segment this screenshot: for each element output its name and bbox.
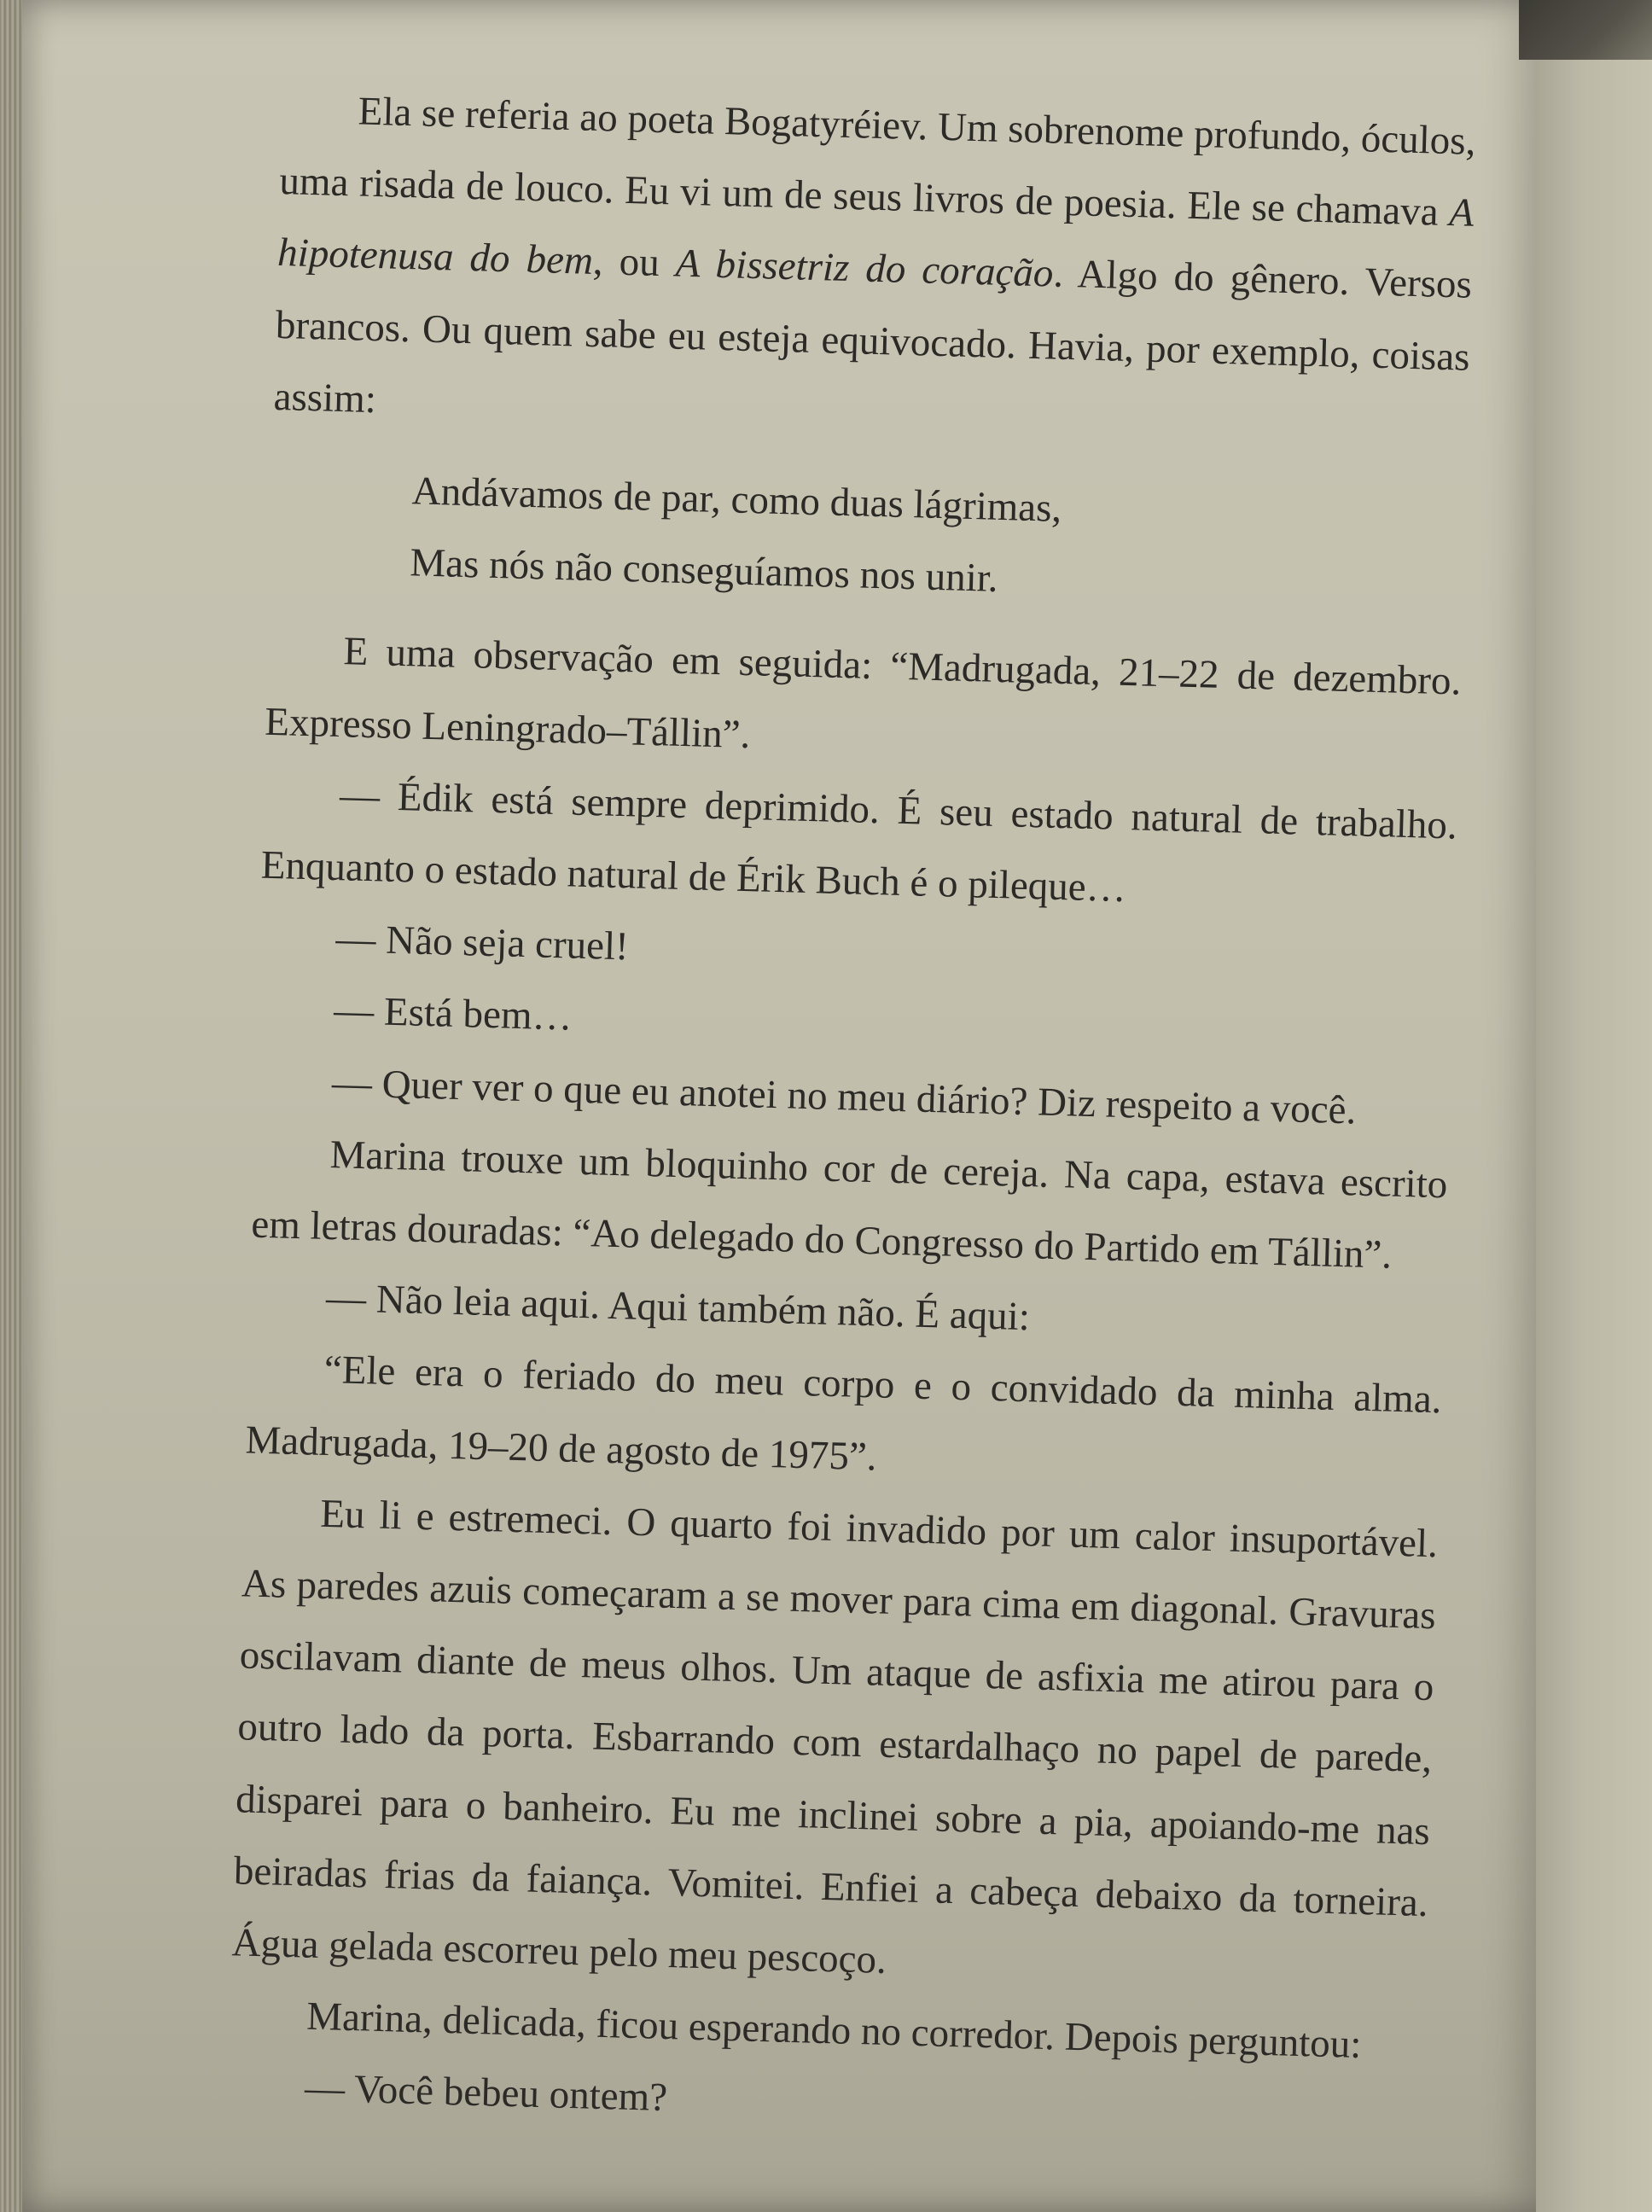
paragraph-4: “Ele era o feriado do meu corpo e o convidado da minha alma. Madrugada, 19–20 de agosto de 1975”. [244, 1348, 1443, 1480]
paragraph-6: Marina, delicada, ficou esperando no corredor. Depois perguntou: [305, 1994, 1363, 2068]
paragraph-1 [273, 73, 1477, 465]
book-title-2: A bissetriz do coração [675, 241, 1055, 296]
dialogue-line-5: — Não leia aqui. Aqui também não. É aqui: [325, 1276, 1031, 1340]
verse-line-1: Andávamos de par, como duas lágrimas, [411, 469, 1062, 531]
dialogue-line-4: — Quer ver o que eu anotei no meu diário? Diz respeito a você. [331, 1060, 1357, 1133]
verse-quote [268, 451, 1466, 627]
dialogue-line-2: — Não seja cruel! [334, 917, 630, 969]
dialogue-line-6: — Você bebeu ontem? [304, 2066, 668, 2121]
paragraph-2: E uma observação em seguida: “Madrugada, 21–22 de dezembro. Expresso Leningrado–Tállin”. [264, 629, 1462, 757]
facing-page-edge [1536, 51, 1652, 2212]
page-text [227, 73, 1476, 2155]
book-title-1: A hipotenusa do bem [276, 190, 1475, 284]
verse-line-2: Mas nós não conseguíamos nos unir. [409, 540, 999, 602]
paragraph-1-text-a: Ela se referia ao poeta Bogatyréiev. Um sobrenome profundo, óculos, uma risada de louco. Eu vi um de seus livros de poesia. Ele se chamava [278, 89, 1477, 236]
paragraph-1-text-c: . Algo do gênero. Versos brancos. Ou quem sabe eu esteja equivocado. Havia, por exemplo, coisas assim: [273, 251, 1473, 422]
paragraph-5: Eu li e estremeci. O quarto foi invadido por um calor insuportável. As paredes azuis começaram a se mover para cima em diagonal. Gravuras oscilavam diante de meus olhos. Um ataque de asfixia me atirou para o outro lado da porta. Esbarrando com estardalhaço no papel de parede, disparei para o banheiro. Eu me inclinei sobre a pia, apoiando-me nas beiradas frias da faiança. Vomitei. Enfiei a cabeça debaixo da torneira. Água gelada escorreu pelo meu pescoço. [231, 1491, 1439, 1983]
paragraph-1-text-b: , ou [592, 239, 677, 286]
paragraph-3: Marina trouxe um bloquinho cor de cereja. Na capa, estava escrito em letras douradas: “Ao delegado do Congresso do Partido em Tállin”. [250, 1132, 1448, 1278]
dialogue-line-3: — Está bem… [333, 988, 573, 1040]
book-page [22, 0, 1550, 2212]
background-corner [1519, 0, 1652, 60]
dialogue-line-1: — Édik está sempre deprimido. É seu estado natural de trabalho. Enquanto o estado natural de Érik Buch é o pileque… [260, 772, 1458, 911]
